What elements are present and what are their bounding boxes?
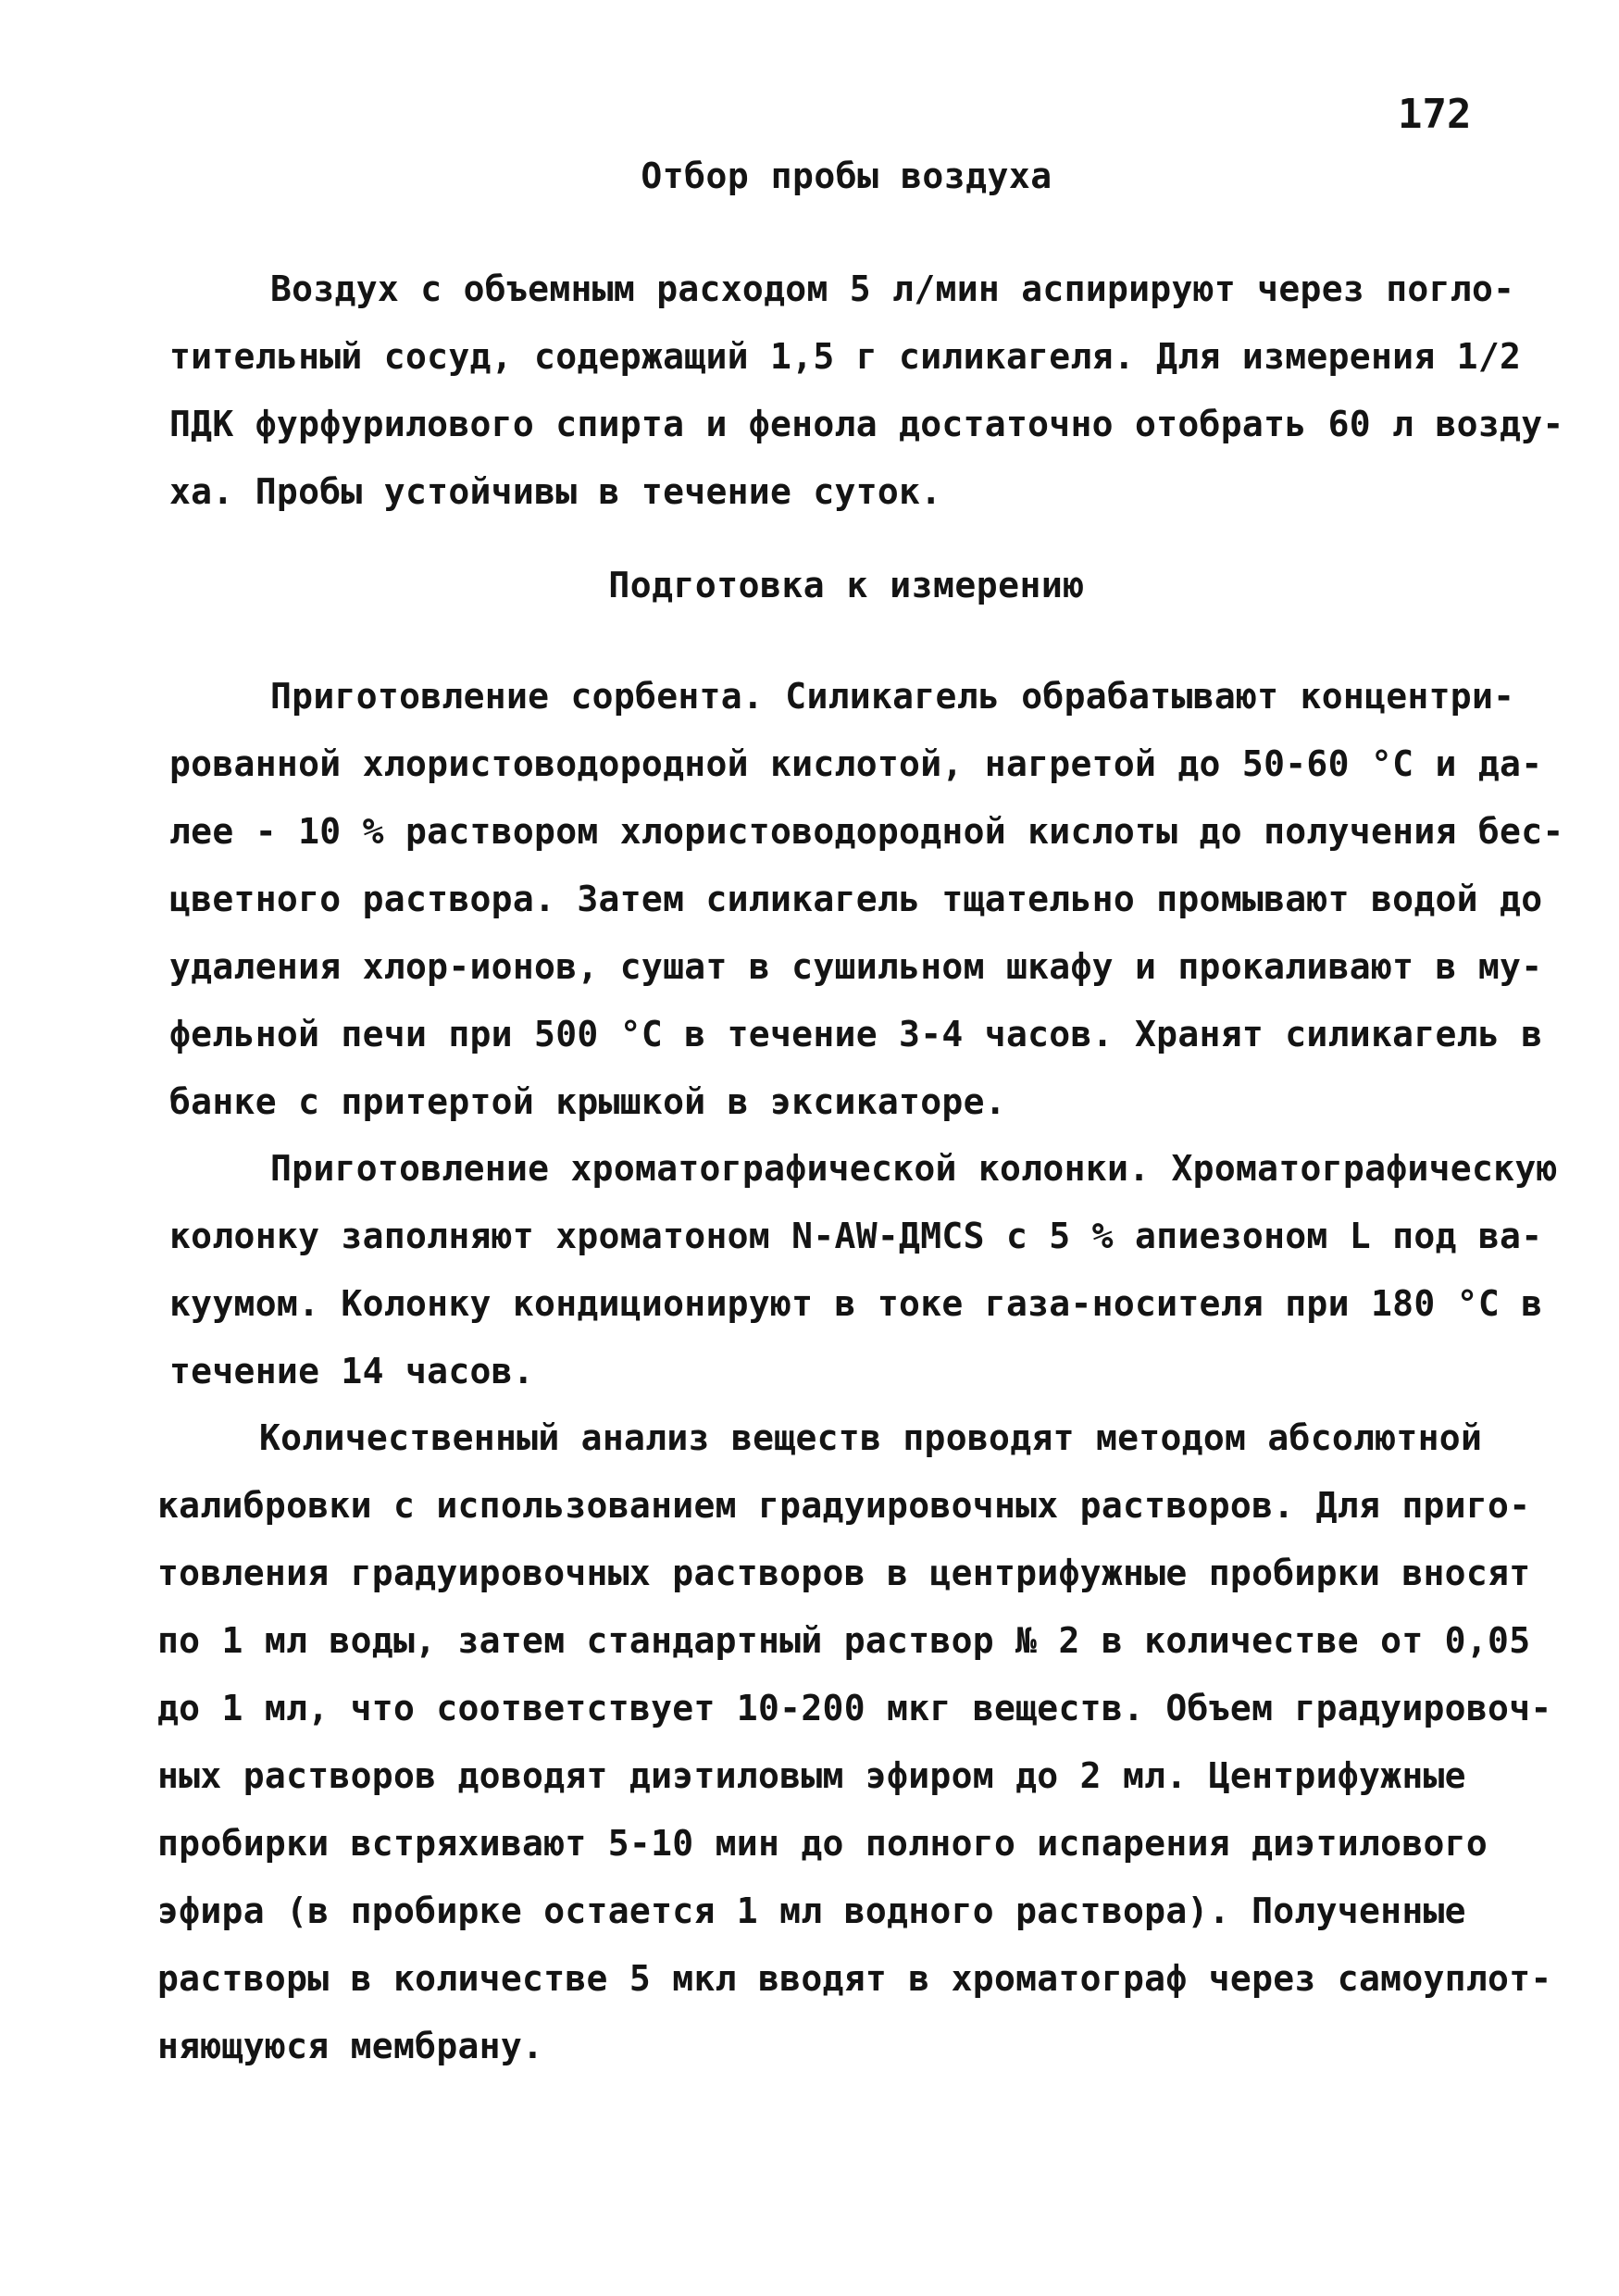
text-line: ных растворов доводят диэтиловым эфиром до 2 мл. Центрифужные (157, 1755, 1466, 1796)
page-number: 172 (1398, 91, 1472, 138)
text-line: товления градуировочных растворов в центрифужные пробирки вносят (157, 1553, 1531, 1593)
text-line: фельной печи при 500 °С в течение 3-4 часов. Хранят силикагель в (169, 1014, 1543, 1054)
text-line: Воздух с объемным расходом 5 л/мин аспирируют через погло- (270, 268, 1515, 309)
text-line: няющуюся мембрану. (157, 2026, 544, 2066)
text-line: Приготовление сорбента. Силикагель обрабатывают концентри- (270, 676, 1515, 717)
text-line: колонку заполняют хроматоном N-AW-ДМСS с 5 % апиезоном L под ва- (169, 1216, 1543, 1256)
text-line: пробирки встряхивают 5-10 мин до полного испарения диэтилового (157, 1823, 1488, 1864)
text-line: Приготовление хроматографической колонки. Хроматографическую (270, 1148, 1558, 1189)
text-line: Количественный анализ веществ проводят методом абсолютной (259, 1417, 1483, 1458)
text-line: эфира (в пробирке остается 1 мл водного раствора). Полученные (157, 1890, 1466, 1931)
text-line: по 1 мл воды, затем стандартный раствор № 2 в количестве от 0,05 (157, 1620, 1531, 1661)
text-line: ха. Пробы устойчивы в течение суток. (169, 471, 942, 512)
section-heading-preparation: Подготовка к измерению (608, 565, 1085, 605)
text-line: тительный сосуд, содержащий 1,5 г силикагеля. Для измерения 1/2 (169, 336, 1522, 377)
text-line: банке с притертой крышкой в эксикаторе. (169, 1081, 1006, 1122)
text-line: рованной хлористоводородной кислотой, нагретой до 50-60 °С и да- (169, 743, 1543, 784)
text-line: лее - 10 % раствором хлористоводородной кислоты до получения бес- (169, 811, 1564, 852)
text-line: ПДК фурфурилового спирта и фенола достаточно отобрать 60 л возду- (169, 404, 1564, 444)
text-line: цветного раствора. Затем силикагель тщательно промывают водой до (169, 879, 1543, 919)
text-line: калибровки с использованием градуировочных растворов. Для приго- (157, 1485, 1531, 1526)
text-line: течение 14 часов. (169, 1351, 535, 1391)
section-heading-air-sampling: Отбор пробы воздуха (641, 156, 1052, 196)
text-line: куумом. Колонку кондиционируют в токе газа-носителя при 180 °С в (169, 1283, 1543, 1324)
text-line: растворы в количестве 5 мкл вводят в хроматограф через самоуплот- (157, 1958, 1552, 1999)
text-line: удаления хлор-ионов, сушат в сушильном шкафу и прокаливают в му- (169, 946, 1543, 987)
text-line: до 1 мл, что соответствует 10-200 мкг веществ. Объем градуировоч- (157, 1688, 1552, 1728)
